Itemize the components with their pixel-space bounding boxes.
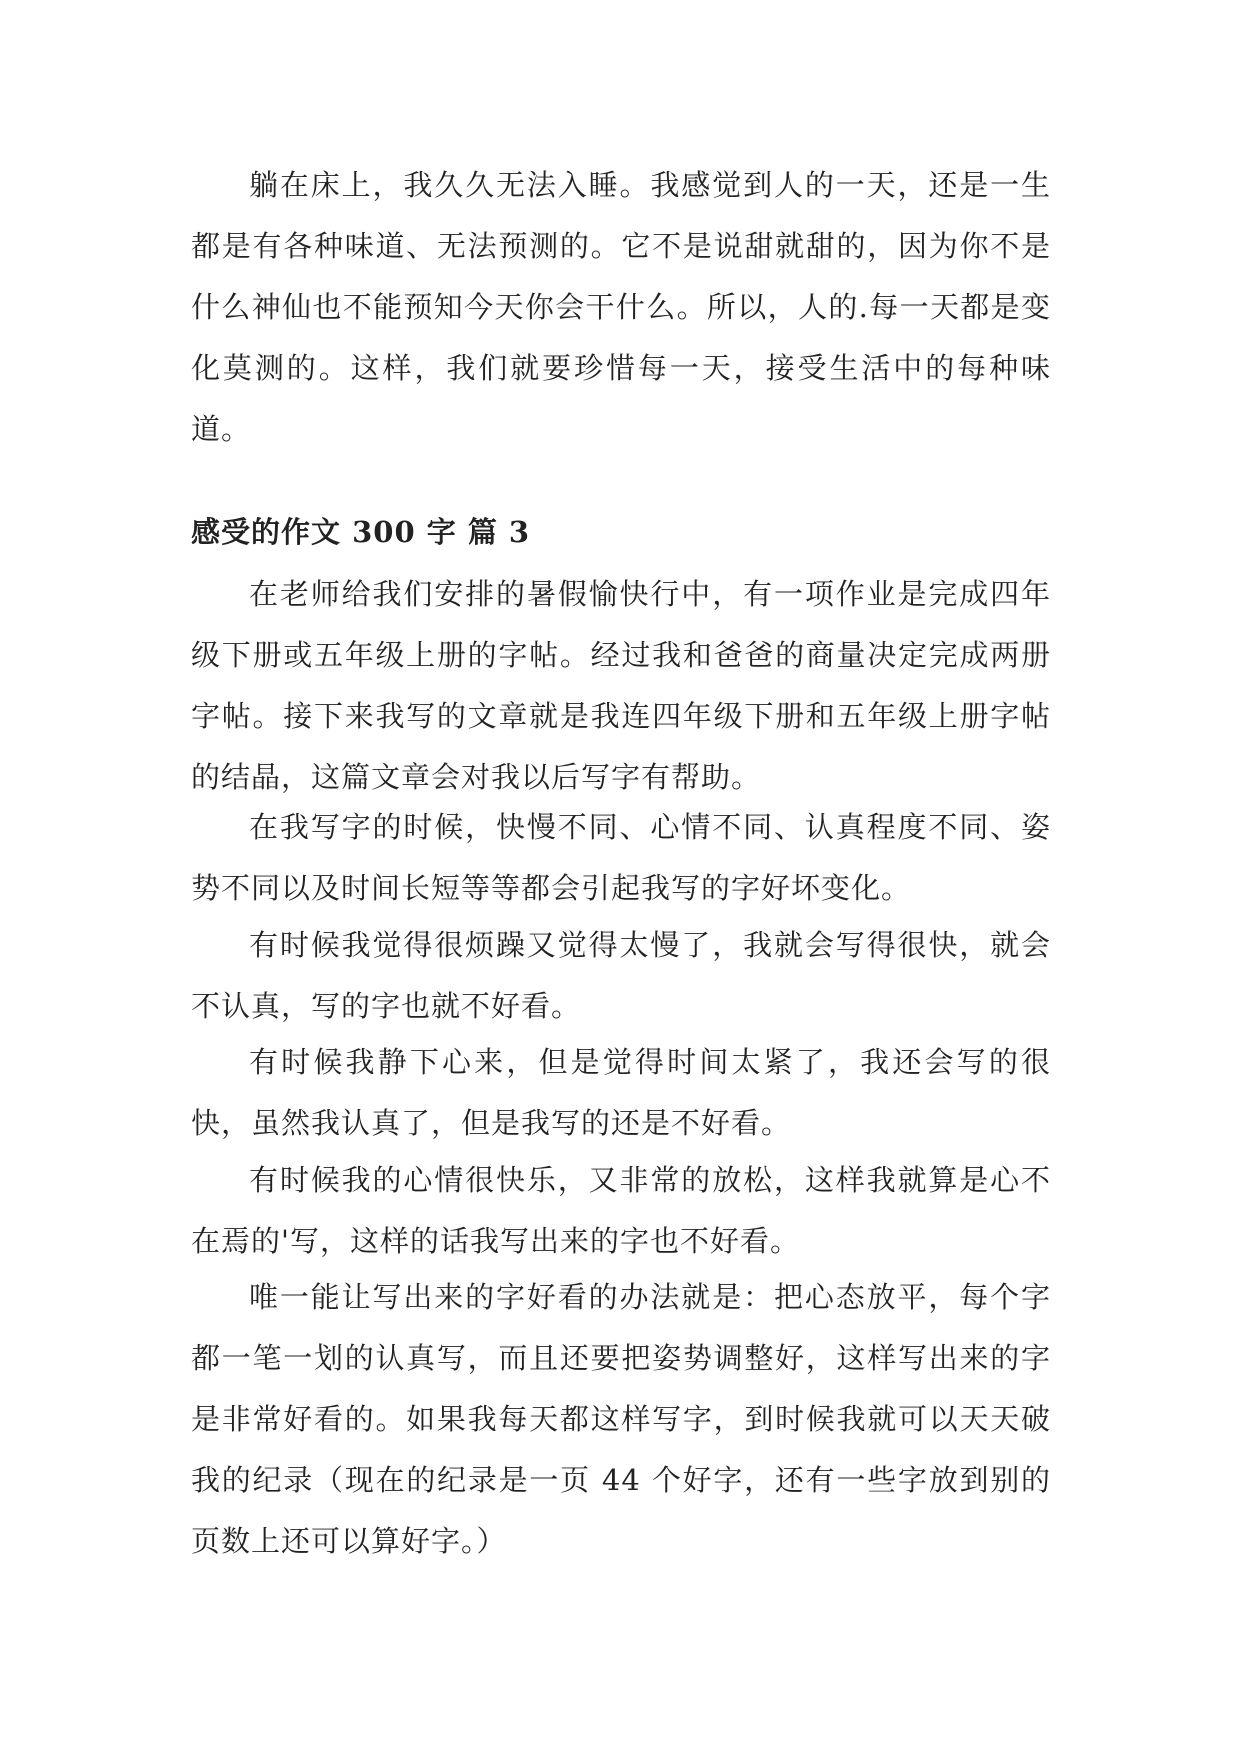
paragraph: 有时候我静下心来，但是觉得时间太紧了，我还会写的很快，虽然我认真了，但是我写的还是不好看。 (191, 1045, 1051, 1140)
paragraph: 有时候我觉得很烦躁又觉得太慢了，我就会写得很快，就会不认真，写的字也就不好看。 (191, 928, 1051, 1023)
paragraph: 在我写字的时候，快慢不同、心情不同、认真程度不同、姿势不同以及时间长短等等都会引起我写的字好坏变化。 (191, 810, 1051, 905)
section-heading: 感受的作文 300 字 篇 3 (191, 515, 531, 549)
paragraph: 唯一能让写出来的字好看的办法就是：把心态放平，每个字都一笔一划的认真写，而且还要把姿势调整好，这样写出来的字是非常好看的。如果我每天都这样写字，到时候我就可以天天破我的纪录（现在的纪录是一页 44 个好字，还有一些字放到别的页数上还可以算好字。） (191, 1280, 1051, 1558)
paragraph: 在老师给我们安排的暑假愉快行中，有一项作业是完成四年级下册或五年级上册的字帖。经过我和爸爸的商量决定完成两册字帖。接下来我写的文章就是我连四年级下册和五年级上册字帖的结晶，这篇文章会对我以后写字有帮助。 (191, 577, 1051, 794)
paragraph: 有时候我的心情很快乐，又非常的放松，这样我就算是心不在焉的'写，这样的话我写出来的字也不好看。 (191, 1163, 1051, 1258)
paragraph-intro: 躺在床上，我久久无法入睡。我感觉到人的一天，还是一生都是有各种味道、无法预测的。它不是说甜就甜的，因为你不是什么神仙也不能预知今天你会干什么。所以，人的.每一天都是变化莫测的。这样，我们就要珍惜每一天，接受生活中的每种味道。 (191, 168, 1051, 446)
